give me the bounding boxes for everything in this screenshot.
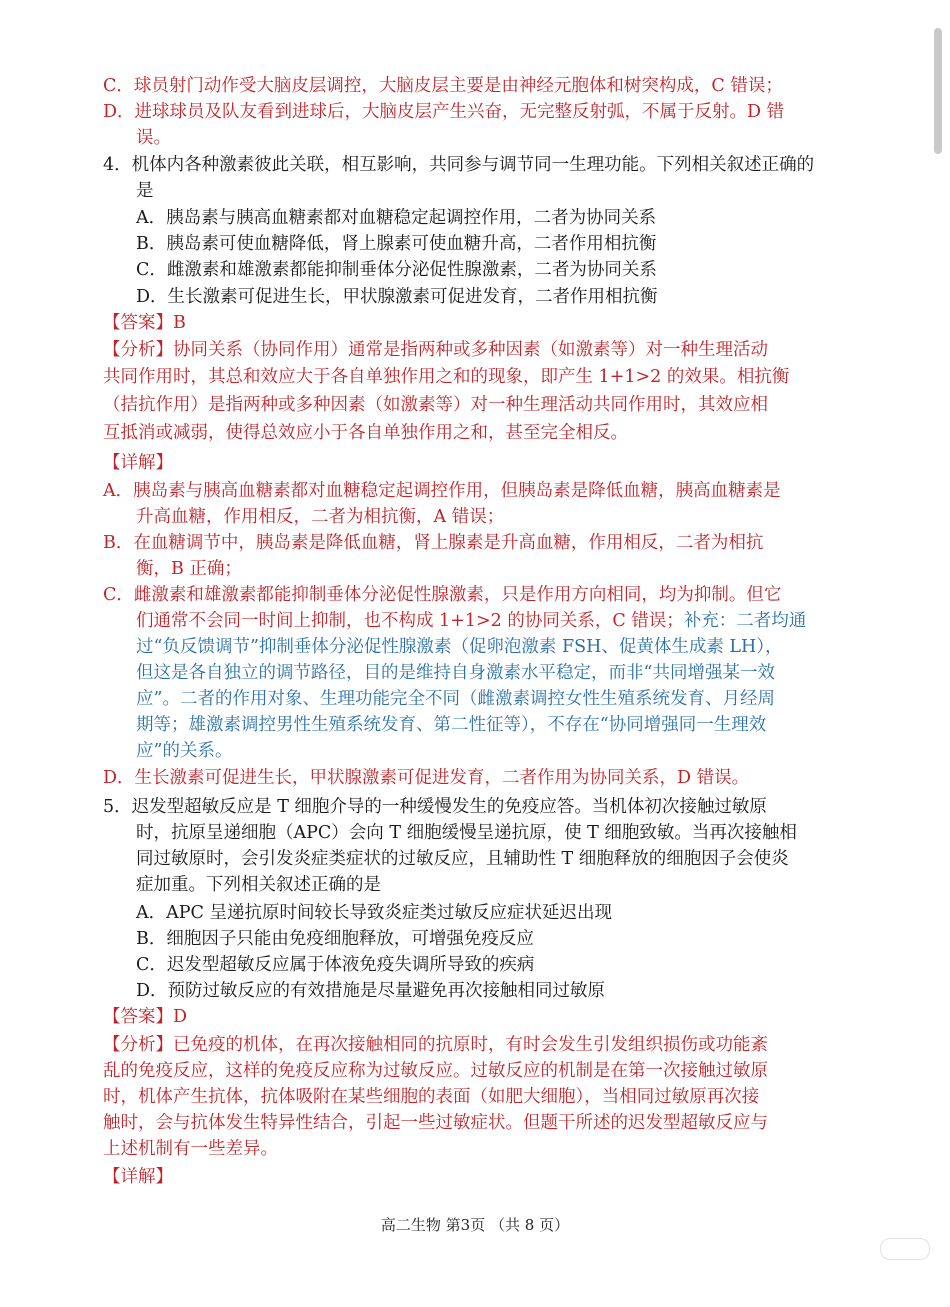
text-line (103, 420, 628, 446)
text-line-content: 共同作用时，其总和效应大于各自单独作用之和的现象，即产生 1+1>2 的效果。相抗衡 (103, 367, 790, 387)
text-line-content: D．预防过敏反应的有效措施是尽量避免再次接触相同过敏原 (136, 981, 606, 1001)
text-line (136, 178, 154, 204)
text-line-content: D．进球球员及队友看到进球后，大脑皮层产生兴奋，无完整反射弧，不属于反射。D 错 (103, 102, 785, 122)
text-line (103, 794, 767, 820)
text-line (103, 1084, 759, 1110)
text-line-content: 误。 (136, 128, 171, 148)
text-line-content: 应”的关系。 (136, 741, 233, 761)
text-line (136, 686, 775, 712)
text-line-content: B．细胞因子只能由免疫细胞释放，可增强免疫反应 (136, 929, 534, 949)
text-line-content: 乱的免疫反应，这样的免疫反应称为过敏反应。过敏反应的机制是在第一次接触过敏原 (103, 1061, 768, 1081)
text-line-content: 上述机制有一些差异。 (103, 1139, 278, 1159)
text-line-content: C．雌激素和雄激素都能抑制垂体分泌促性腺激素，只是作用方向相同，均为抑制。但它 (103, 585, 782, 605)
text-line-content: 症加重。下列相关叙述正确的是 (136, 875, 381, 895)
text-line-content: C．雌激素和雄激素都能抑制垂体分泌促性腺激素，二者为协同关系 (136, 260, 657, 280)
text-line (136, 820, 797, 846)
text-line (136, 660, 775, 686)
text-line-content: 期等；雄激素调控男性生殖系统发育、第二性征等），不存在“协同增强同一生理效 (136, 715, 767, 735)
text-line-content: A．胰岛素与胰高血糖素都对血糖稳定起调控作用，二者为协同关系 (136, 208, 657, 228)
text-line (103, 530, 763, 556)
text-line-content: B．胰岛素可使血糖降低，肾上腺素可使血糖升高，二者作用相抗衡 (136, 234, 657, 254)
text-line (103, 478, 781, 504)
text-line-content: 【分析】已免疫的机体，在再次接触相同的抗原时，有时会发生引发组织损伤或功能紊 (103, 1035, 768, 1055)
text-line-content: B．在血糖调节中，胰岛素是降低血糖，肾上腺素是升高血糖，作用相反，二者为相抗 (103, 533, 764, 553)
text-line-content: 应”。二者的作用对象、生理功能完全不同（雌激素调控女性生殖系统发育、月经周 (136, 689, 775, 709)
text-line (103, 450, 173, 476)
text-line-content: 时，抗原呈递细胞（APC）会向 T 细胞缓慢呈递抗原，使 T 细胞致敏。当再次接触相 (136, 823, 797, 843)
text-line-content: D．生长激素可促进生长，甲状腺激素可促进发育，二者作用为协同关系，D 错误。 (103, 768, 750, 788)
text-line (136, 556, 242, 582)
text-line-content: A．APC 呈递抗原时间较长导致炎症类过敏反应症状延迟出现 (136, 903, 613, 923)
text-line (136, 872, 381, 898)
text-line (136, 634, 783, 660)
text-line (136, 284, 658, 310)
text-line-content: A．胰岛素与胰高血糖素都对血糖稳定起调控作用，但胰岛素是降低血糖，胰高血糖素是 (103, 481, 781, 501)
text-line (136, 231, 656, 257)
text-line-content: 们通常不会同一时间上抑制，也不构成 1+1>2 的协同关系，C 错误； (136, 611, 684, 631)
text-line (103, 152, 814, 178)
text-line (136, 608, 806, 634)
text-line-content: 互抵消或减弱，使得总效应小于各自单独作用之和，甚至完全相反。 (103, 423, 628, 443)
text-line-content: 【答案】D (103, 1007, 188, 1027)
text-line (136, 205, 656, 231)
text-line (136, 257, 657, 283)
text-line-content: 同过敏原时，会引发炎症类症状的过敏反应，且辅助性 T 细胞释放的细胞因子会使炎 (136, 849, 789, 869)
text-line (136, 125, 171, 151)
text-line-content: 衡，B 正确； (136, 559, 242, 579)
text-line (103, 99, 784, 125)
text-line-content: 【分析】协同关系（协同作用）通常是指两种或多种因素（如激素等）对一种生理活动 (103, 340, 768, 360)
text-line (136, 900, 612, 926)
text-line (103, 310, 186, 336)
page-footer: 高二生物 第3页 （共 8 页） (380, 1216, 570, 1234)
watermark-logo (880, 1238, 930, 1260)
text-line (136, 978, 605, 1004)
text-line-supplement: 补充：二者均通 (683, 611, 807, 631)
text-line (103, 582, 781, 608)
text-line-content: 【详解】 (103, 453, 173, 473)
text-line (136, 738, 232, 764)
text-line (136, 926, 534, 952)
text-line-content: C．球员射门动作受大脑皮层调控，大脑皮层主要是由神经元胞体和树突构成，C 错误； (103, 76, 783, 96)
text-line (103, 1164, 173, 1190)
text-line (103, 392, 768, 418)
text-line-content: 【详解】 (103, 1167, 173, 1187)
text-line (103, 765, 749, 791)
text-line (136, 952, 534, 978)
text-line (103, 1032, 768, 1058)
text-line (103, 1058, 768, 1084)
text-line-content: 5．迟发型超敏反应是 T 细胞介导的一种缓慢发生的免疫应答。当机体初次接触过敏原 (103, 797, 767, 817)
text-line-content: D．生长激素可促进生长，甲状腺激素可促进发育，二者作用相抗衡 (136, 287, 658, 307)
text-line-content: （拮抗作用）是指两种或多种因素（如激素等）对一种生理活动共同作用时，其效应相 (103, 395, 768, 415)
text-line-content: C．迟发型超敏反应属于体液免疫失调所导致的疾病 (136, 955, 535, 975)
text-line-content: 是 (136, 181, 154, 201)
text-line (103, 364, 789, 390)
text-line (103, 1110, 768, 1136)
text-line (103, 1004, 187, 1030)
text-line-content: 【答案】B (103, 313, 186, 333)
text-line (103, 1136, 278, 1162)
text-line (103, 337, 768, 363)
text-line-content: 触时，会与抗体发生特异性结合，引起一些过敏症状。但题干所述的迟发型超敏反应与 (103, 1113, 768, 1133)
text-line (103, 73, 783, 99)
text-line-content: 但这是各自独立的调节路径，目的是维持自身激素水平稳定，而非“共同增强某一效 (136, 663, 775, 683)
text-line-content: 过“负反馈调节”抑制垂体分泌促性腺激素（促卵泡激素 FSH、促黄体生成素 LH）， (136, 637, 783, 657)
scrollbar-thumb[interactable] (934, 28, 942, 154)
text-line (136, 846, 789, 872)
text-line-content: 4．机体内各种激素彼此关联，相互影响，共同参与调节同一生理功能。下列相关叙述正确的 (103, 155, 815, 175)
text-line (136, 712, 766, 738)
text-line-content: 升高血糖，作用相反，二者为相抗衡，A 错误； (136, 507, 505, 527)
text-line (136, 504, 504, 530)
text-line-content: 时，机体产生抗体，抗体吸附在某些细胞的表面（如肥大细胞），当相同过敏原再次接 (103, 1087, 760, 1107)
